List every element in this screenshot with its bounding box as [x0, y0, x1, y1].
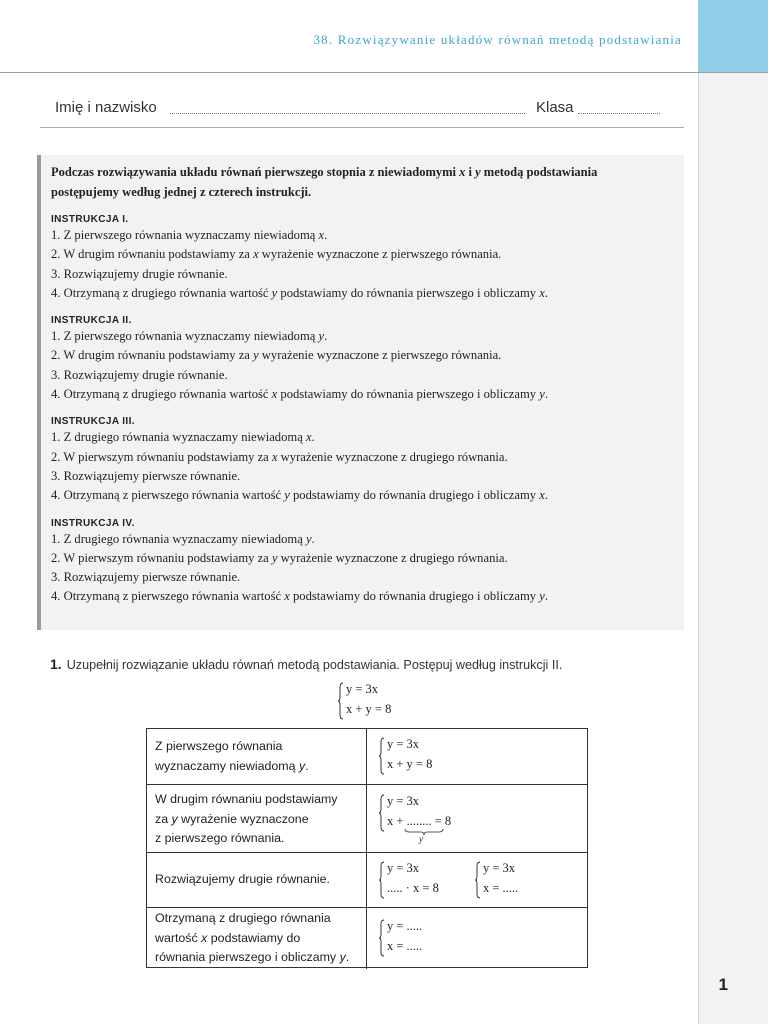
equation-system [379, 861, 469, 899]
instruction-step [51, 587, 684, 606]
brace-icon [338, 682, 344, 720]
step-text: . [311, 531, 315, 546]
variable: y [539, 589, 545, 604]
name-row-divider [40, 127, 684, 128]
var-y: y [339, 950, 346, 964]
equation-1[interactable]: y = ..... [387, 919, 423, 933]
step-equations [367, 853, 587, 907]
equation-system [475, 861, 565, 899]
step-text: 2. W drugim równaniu podstawiamy za [51, 348, 254, 363]
step-text: . [544, 589, 548, 604]
step-text: . [324, 228, 328, 242]
equation-1: y = 3x [483, 861, 516, 875]
name-class-row [40, 99, 684, 129]
variable: x [305, 430, 312, 445]
equation-2[interactable]: x = ..... [483, 881, 519, 895]
eq-part: x + [387, 814, 407, 828]
step-text: 4. Otrzymaną z pierwszego równania wartość [51, 488, 285, 503]
instruction-step [51, 486, 684, 505]
instruction-step [51, 284, 684, 303]
step-text: 2. W pierwszym równaniu podstawiamy za [51, 550, 272, 565]
desc-text: W drugim równaniu podstawiamy [155, 792, 338, 806]
instruction-step [51, 530, 684, 549]
var-y: y [171, 811, 178, 826]
desc-text: Z pierwszego równania [155, 739, 283, 753]
instruction-step [51, 245, 684, 264]
desc-text: . [345, 950, 350, 964]
eq-part: = 8 [431, 814, 452, 828]
instruction-step [51, 385, 684, 404]
variable: y [305, 531, 312, 546]
variable: x [253, 247, 259, 262]
intro-text: metodą podstawiania [480, 165, 598, 179]
equation-2[interactable]: x = ..... [387, 939, 423, 953]
desc-text: Rozwiązujemy drugie równanie. [155, 872, 330, 886]
name-field[interactable] [170, 105, 525, 114]
step-text: podstawiamy do równania pierwszego i obliczamy [277, 387, 540, 402]
step-equations [367, 908, 587, 969]
step-text: . [544, 488, 548, 503]
instruction-sections [51, 213, 684, 607]
step-equations [367, 729, 587, 784]
intro-text: postępujemy według jednej z czterech instrukcji. [51, 185, 312, 199]
desc-text: wyrażenie wyznaczone [177, 811, 309, 826]
page-title: 38. Rozwiązywanie układów równań metodą podstawiania [313, 32, 682, 47]
equation-1: y = 3x [387, 794, 420, 808]
brace-icon [475, 861, 481, 899]
variable: x [539, 488, 545, 503]
step-text: wyrażenie wyznaczone z pierwszego równania. [258, 247, 502, 262]
table-row [147, 852, 587, 907]
variable: x [271, 449, 278, 464]
variable: y [284, 488, 290, 503]
instruction-step [51, 467, 684, 486]
step-text: 1. Z drugiego równania wyznaczamy niewiadomą [51, 531, 306, 546]
step-text: . [324, 329, 328, 344]
table-row [147, 907, 587, 969]
desc-text: podstawiamy do [207, 930, 301, 945]
brace-icon [379, 861, 385, 899]
task-system [338, 682, 428, 720]
step-text: wyrażenie wyznaczone z pierwszego równania. [258, 348, 502, 363]
step-text: . [311, 430, 315, 445]
desc-text: . [305, 758, 309, 773]
step-text: 3. Rozwiązujemy drugie równanie. [51, 266, 228, 281]
equation-2[interactable]: ..... · x = 8 [387, 881, 439, 895]
instruction-title: INSTRUKCJA IV. [51, 517, 135, 529]
step-text: podstawiamy do równania drugiego i obliczamy [289, 589, 540, 604]
step-text: wyrażenie wyznaczone z drugiego równania. [277, 449, 508, 464]
var-y: y [298, 758, 306, 773]
brace-icon [379, 794, 385, 832]
variable: x [539, 285, 545, 300]
step-text: 4. Otrzymaną z drugiego równania wartość [51, 387, 272, 402]
instruction-step [51, 448, 684, 467]
instruction-step [51, 226, 684, 245]
intro-text: Podczas rozwiązywania układu równań pierwszego stopnia z niewiadomymi [51, 165, 460, 179]
step-text: 3. Rozwiązujemy pierwsze równanie. [51, 570, 241, 585]
instruction-title: INSTRUKCJA II. [51, 315, 132, 327]
equation-1: y = 3x [387, 737, 420, 751]
variable: y [271, 550, 278, 565]
instruction-step [51, 346, 684, 365]
desc-text: równania pierwszego i obliczamy [155, 950, 340, 964]
step-description [147, 785, 367, 852]
fill-blank[interactable]: ........ [406, 814, 432, 828]
task-number: 1. [50, 656, 62, 672]
intro-and: i [465, 165, 476, 179]
brace-icon [379, 737, 385, 775]
step-text: 2. W drugim równaniu podstawiamy za [51, 247, 254, 262]
variable: x [271, 387, 278, 402]
instruction-title: INSTRUKCJA I. [51, 214, 129, 225]
step-description [147, 908, 367, 969]
name-label: Imię i nazwisko [55, 99, 157, 116]
step-equations [367, 785, 587, 852]
variable: y [271, 285, 278, 300]
desc-text: wartość [155, 930, 202, 945]
step-text: podstawiamy do równania drugiego i obliczamy [289, 488, 540, 503]
step-text: . [544, 285, 548, 300]
step-description [147, 853, 367, 907]
step-text: 1. Z pierwszego równania wyznaczamy niewiadomą [51, 329, 319, 344]
desc-text: wyznaczamy niewiadomą [155, 758, 299, 773]
step-text: 1. Z drugiego równania wyznaczamy niewiadomą [51, 430, 306, 445]
step-text: 3. Rozwiązujemy pierwsze równanie. [51, 468, 241, 483]
underbrace-label: y [419, 834, 423, 844]
variable: y [318, 329, 325, 344]
step-text: wyrażenie wyznaczone z drugiego równania. [277, 550, 508, 565]
variable: y [539, 387, 545, 402]
step-text: podstawiamy do równania pierwszego i obliczamy [277, 285, 540, 300]
class-field[interactable] [578, 105, 660, 114]
instruction-step [51, 265, 684, 284]
task-text: Uzupełnij rozwiązanie układu równań metodą podstawiania. Postępuj według instrukcji II. [66, 658, 563, 672]
table-row [147, 784, 587, 852]
brace-icon [379, 919, 385, 957]
variable: x [318, 228, 325, 242]
var-y: y [475, 165, 481, 179]
equation-2: x + y = 8 [387, 757, 433, 771]
desc-text: za [155, 811, 172, 826]
instructions-intro [51, 162, 681, 202]
variable: y [253, 348, 259, 363]
solution-table [146, 728, 588, 968]
instruction-title: INSTRUKCJA III. [51, 416, 135, 428]
underbrace-icon [404, 829, 444, 835]
instruction-step [51, 366, 684, 385]
right-margin-strip [698, 72, 768, 1024]
instruction-step [51, 568, 684, 587]
instruction-step [51, 327, 684, 346]
instructions-box [37, 155, 684, 630]
step-text: 3. Rozwiązujemy drugie równanie. [51, 367, 228, 382]
step-description [147, 729, 367, 784]
table-row [147, 729, 587, 784]
header-divider [0, 72, 768, 73]
equation-system [379, 737, 469, 775]
step-text: 2. W pierwszym równaniu podstawiamy za [51, 449, 272, 464]
corner-tab [698, 0, 768, 72]
var-x: x [459, 165, 466, 179]
equation-2 [387, 814, 451, 829]
system-eq-2: x + y = 8 [346, 702, 392, 716]
var-x: x [201, 930, 208, 945]
instruction-step [51, 549, 684, 568]
page-number: 1 [718, 975, 728, 994]
system-eq-1: y = 3x [346, 682, 379, 696]
equation-1: y = 3x [387, 861, 420, 875]
instruction-step [51, 428, 684, 447]
equation-system [379, 794, 489, 844]
equation-system [379, 919, 469, 957]
desc-text: Otrzymaną z drugiego równania [155, 911, 331, 925]
step-text: 4. Otrzymaną z pierwszego równania wartość [51, 589, 285, 604]
class-label: Klasa [536, 99, 574, 116]
variable: x [284, 589, 290, 604]
desc-text: z pierwszego równania. [155, 831, 285, 845]
step-text: . [544, 387, 548, 402]
step-text: 4. Otrzymaną z drugiego równania wartość [51, 285, 272, 300]
step-text: 1. Z pierwszego równania wyznaczamy niewiadomą [51, 228, 319, 242]
task-1 [50, 656, 650, 673]
